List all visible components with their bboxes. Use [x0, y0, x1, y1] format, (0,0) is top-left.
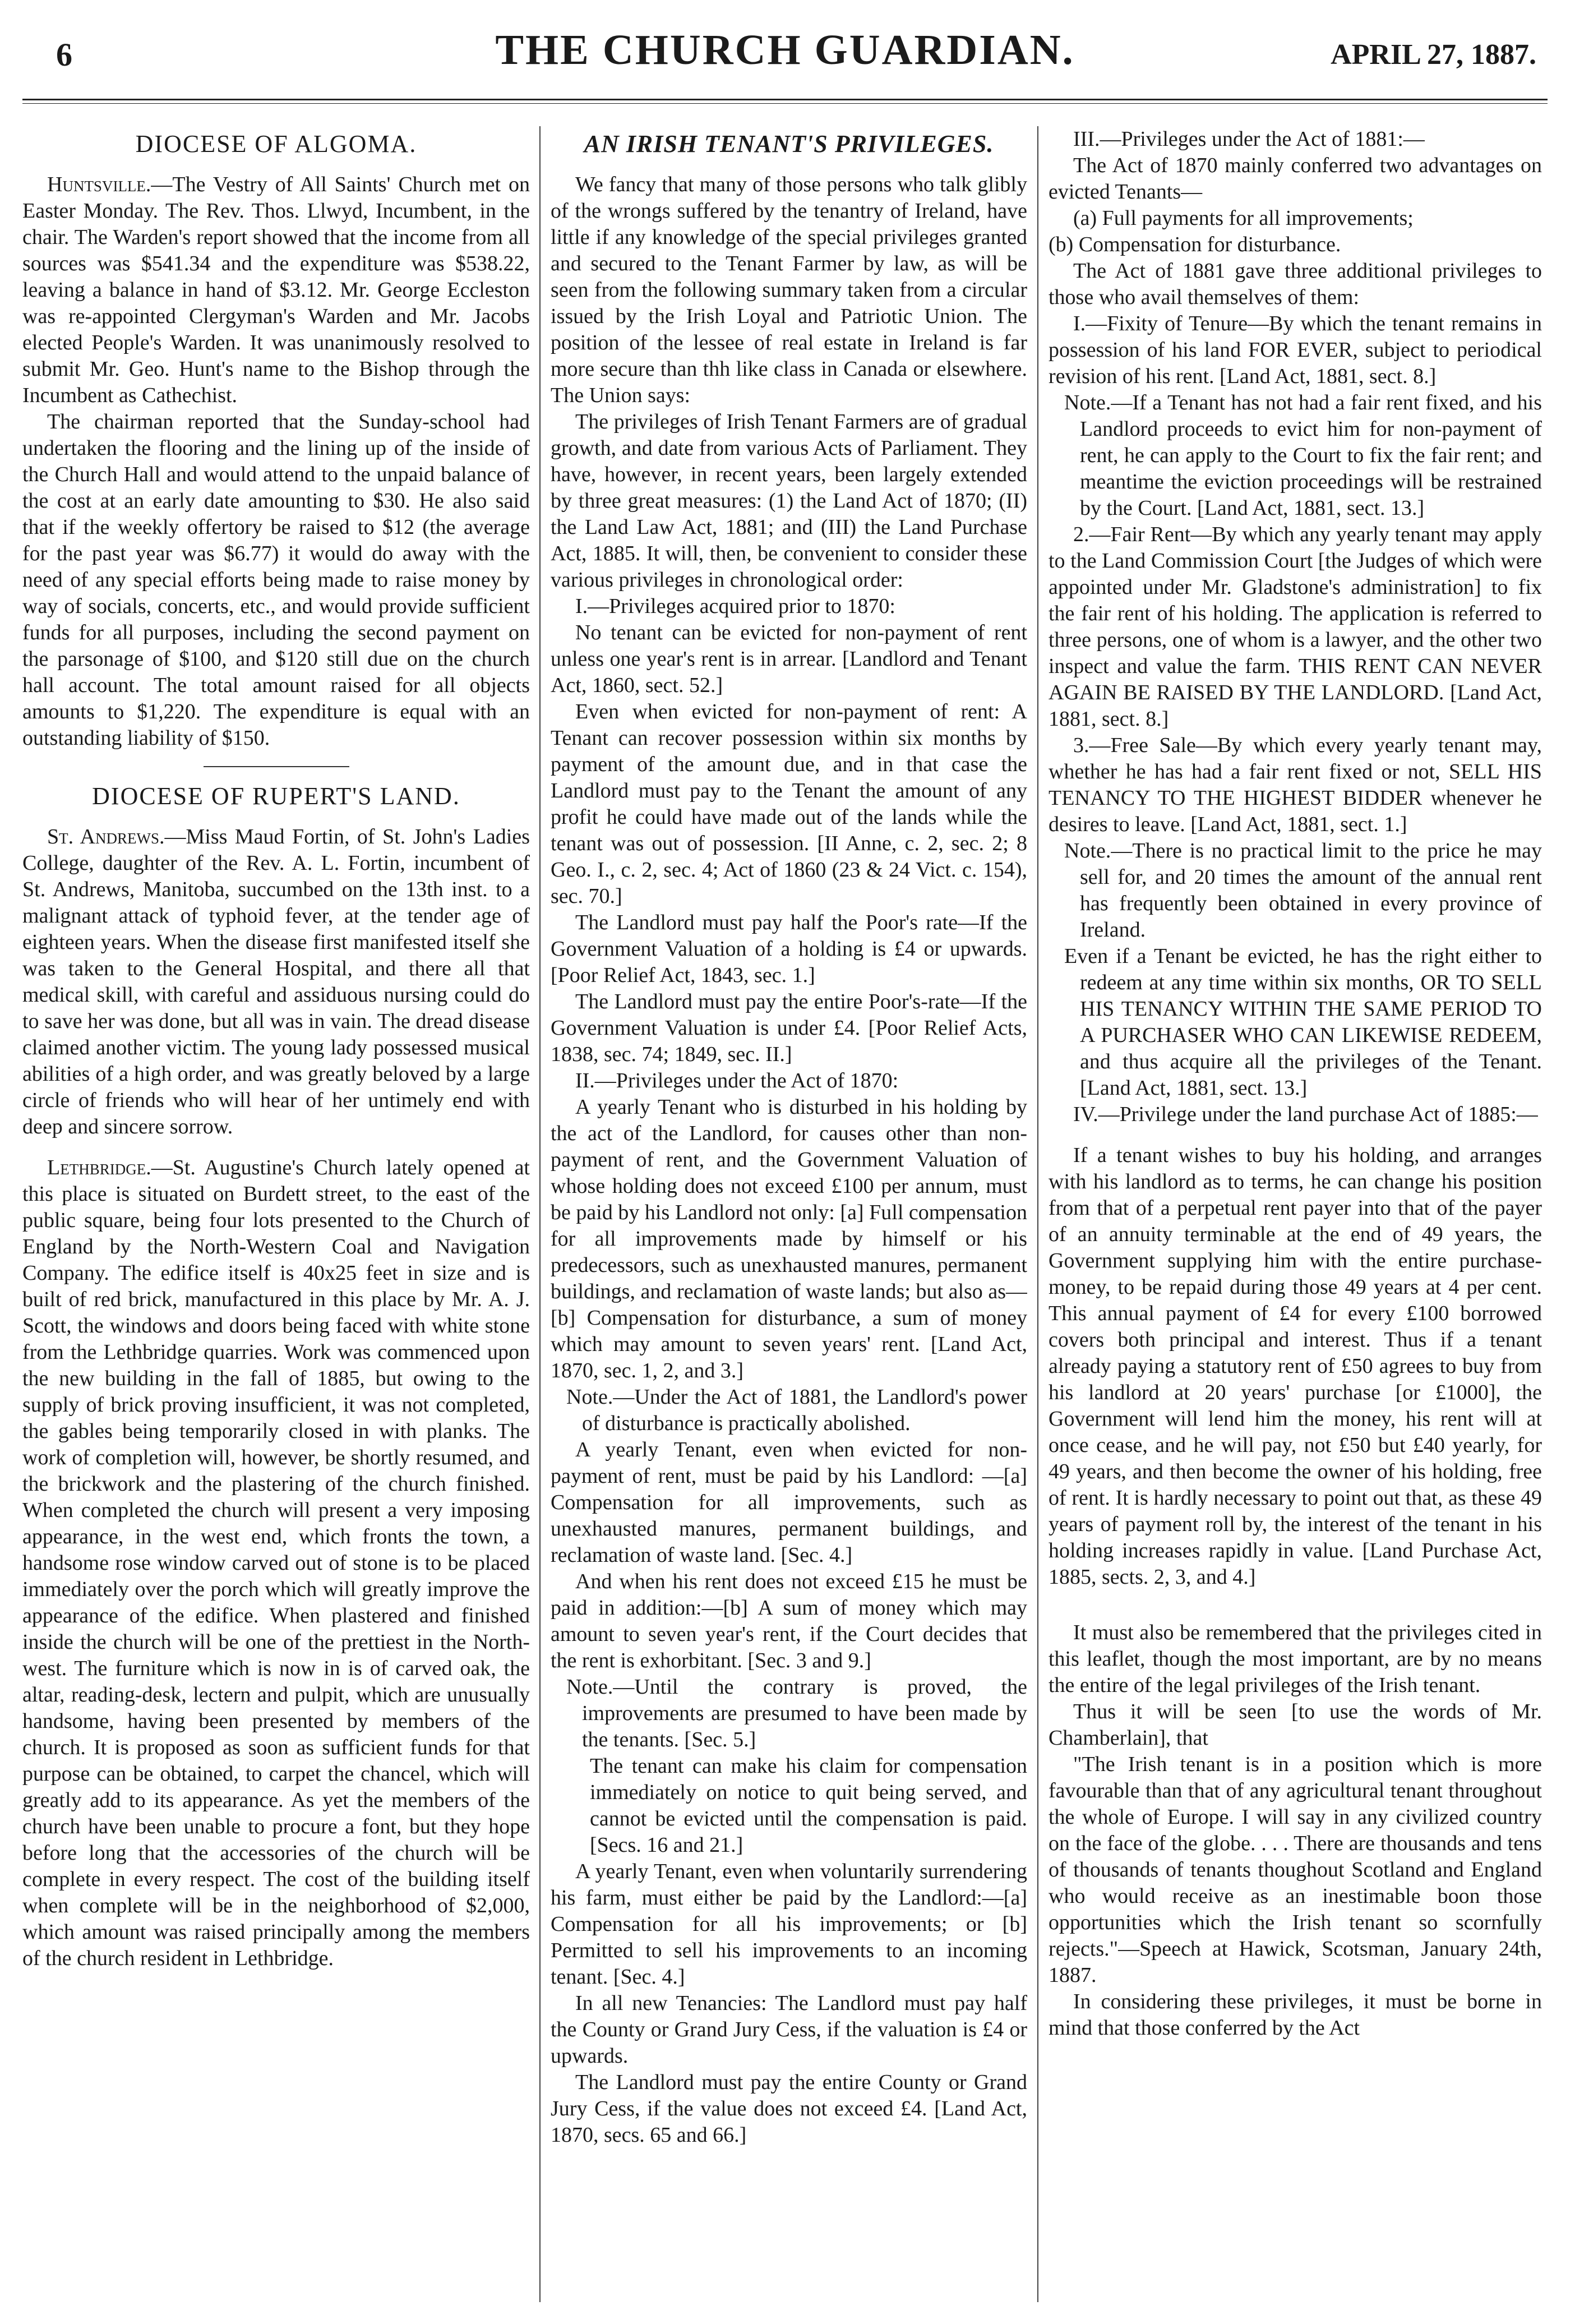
quotation-paragraph: "The Irish tenant is in a position which is more favourable than that of any agricultural tenant throughout the whole of Europe. I will say in any civilized country on the face of the globe. . . . There are thousands and tens of thousands of tenants thoughout Scotland and England who would receive as an inestimable boon those opportunities which the Irish tenant so scornfully rejects."—Speech at Hawick, Scotsman, January 24th, 1887. — [1049, 1753, 1542, 1987]
note-paragraph: The tenant can make his claim for compensation immediately on notice to quit being served, and cannot be evicted until the compensation is paid. [Secs. 16 and 21.] — [590, 1754, 1027, 1857]
article-paragraph: 2.—Fair Rent—By which any yearly tenant may apply to the Land Commission Court [the Judges of which were appointed under Mr. Gladstone's administration] to fix the fair rent of his holding. The application is referred to three persons, one of whom is a lawyer, and the other two inspect and value the farm. THIS RENT CAN NEVER AGAIN BE RAISED BY THE LANDLORD. [Land Act, 1881, sect. 8.] — [1049, 523, 1542, 731]
article-paragraph: A yearly Tenant, even when voluntarily surrendering his farm, must either be paid by the Landlord:—[a] Compensation for all his improvements; or [b] Permitted to sell his improvements to an incoming tenant. [Sec. 4.] — [551, 1860, 1027, 1989]
article-paragraph: No tenant can be evicted for non-payment of rent unless one year's rent is in arrear. [Landlord and Tenant Act, 1860, sect. 52.] — [551, 621, 1027, 697]
column-divider — [1037, 126, 1038, 2302]
column-1 — [22, 126, 530, 2311]
newspaper-title: THE CHURCH GUARDIAN. — [495, 26, 1075, 73]
article-paragraph: The Landlord must pay half the Poor's rate—If the Government Valuation of a holding is £4 or upwards. [Poor Relief Act, 1843, sec. 1.] — [551, 911, 1027, 987]
article-paragraph: The Landlord must pay the entire Poor's-rate—If the Government Valuation is under £4. [Poor Relief Acts, 1838, sec. 74; 1849, sec. II.] — [551, 990, 1027, 1066]
article-paragraph: 3.—Free Sale—By which every yearly tenant may, whether he has had a fair rent fixed or not, SELL HIS TENANCY TO THE HIGHEST BIDDER whenever he desires to leave. [Land Act, 1881, sect. 1.] — [1049, 734, 1542, 836]
article-paragraph: Even when evicted for non-payment of rent: A Tenant can recover possession within six months by payment of the amount due, and in that case the Landlord must pay to the Tenant the amount of any profit he could have made out of the lands while the tenant was out of possession. [II Anne, c. 2, sec. 2; 8 Geo. I., c. 2, sec. 4; Act of 1860 (23 & 24 Vict. c. 154), sec. 70.] — [551, 700, 1027, 908]
article-paragraph: The Act of 1881 gave three additional privileges to those who avail themselves of them: — [1049, 259, 1542, 309]
article-paragraph: (b) Compensation for disturbance. — [1049, 233, 1341, 256]
article-headline: AN IRISH TENANT'S PRIVILEGES. — [584, 130, 994, 158]
article-paragraph: We fancy that many of those persons who talk glibly of the wrongs suffered by the tenantry of Ireland, have little if any knowledge of the special privileges granted and secured to the Tenant Farmer by law, as will be seen from the following summary taken from a circular issued by the Irish Loyal and Patriotic Union. The position of the lessee of real estate in Ireland is far more secure than thh like class in Canada or elsewhere. The Union says: — [551, 173, 1027, 407]
masthead-rule-bottom — [22, 103, 1548, 104]
article-paragraph: Thus it will be seen [to use the words of Mr. Chamberlain], that — [1049, 1700, 1542, 1750]
article-paragraph: And when his rent does not exceed £15 he must be paid in addition:—[b] A sum of money which may amount to seven year's rent, if the Court decides that the rent is exhorbitant. [Sec. 3 and 9.] — [551, 1570, 1027, 1672]
article-paragraph: The privileges of Irish Tenant Farmers are of gradual growth, and date from various Acts of Parliament. They have, however, in recent years, been largely extended by three great measures: (1) the Land Act of 1870; (II) the Land Law Act, 1881; and (III) the Land Purchase Act, 1885. It will, then, be convenient to consider these various privileges in chronological order: — [551, 410, 1027, 592]
article-paragraph: In all new Tenancies: The Landlord must pay half the County or Grand Jury Cess, if the valuation is £4 or upwards. — [551, 1991, 1027, 2068]
article-paragraph: The chairman reported that the Sunday-school had undertaken the flooring and the lining up of the inside of the Church Hall and would attend to the unpaid balance of the cost at an early date amounting to $30. He also said that if the weekly offertory be raised to $12 (the average for the past year was $6.77) it would do away with the need of any special efforts being made to raise money by way of socials, concerts, etc., and would provide sufficient funds for all purposes, including the second payment on the parsonage of $100, and $120 still due on the church hall account. The total amount raised for all objects amounts to $1,220. The expenditure is equal with an outstanding liability of $150. — [22, 410, 530, 750]
article-paragraph: A yearly Tenant, even when evicted for non-payment of rent, must be paid by his Landlord: —[a] Compensation for all improvements, such as unexhausted manures, permanent buildings, and reclamation of waste land. [Sec. 4.] — [551, 1438, 1027, 1567]
article-paragraph: The Act of 1870 mainly conferred two advantages on evicted Tenants— — [1049, 154, 1542, 204]
section-separator — [204, 766, 349, 767]
article-paragraph: (a) Full payments for all improvements; — [1073, 206, 1414, 230]
article-paragraph: Lethbridge.—St. Augustine's Church lately opened at this place is situated on Burdett street, to the east of the public square, being four lots presented to the Church of England by the North-Western Coal and Navigation Company. The edifice itself is 40x25 feet in size and is built of red brick, manufactured in this place by Mr. A. J. Scott, the windows and doors being faced with white stone from the Lethbridge quarries. Work was commenced upon the new building in the fall of 1885, but owing to the supply of brick proving insufficient, it was not completed, the gables being temporarily closed in with planks. The work of completion will, however, be shortly resumed, and the brickwork and the plastering of the church finished. When completed the church will present a very imposing appearance, in the west end, which fronts the town, a handsome rose window carved out of stone is to be placed immediately over the porch which will greatly improve the appearance of the edifice. When plastered and finished inside the church will be one of the prettiest in the North-west. The furniture which is now in is of carved oak, the altar, reading-desk, lectern and pulpit, which are unusually handsome, having been presented by members of the church. It is proposed as soon as sufficient funds for that purpose can be obtained, to carpet the chancel, which will greatly add to its appearance. As yet the members of the church have been unable to procure a font, but they hope before long that the accessories of the church will be complete in every respect. The cost of the building itself when complete will be in the neighborhood of $2,000, which amount was raised principally among the members of the church resident in Lethbridge. — [22, 1156, 530, 1970]
dateline: St. Andrews. — [47, 825, 165, 849]
masthead-rule-top — [22, 99, 1548, 100]
dateline: Lethbridge. — [47, 1156, 151, 1179]
column-2 — [551, 126, 1027, 2311]
column-3 — [1049, 126, 1542, 2311]
section-heading-ruperts-land: DIOCESE OF RUPERT'S LAND. — [92, 782, 460, 810]
section-heading-algoma: DIOCESE OF ALGOMA. — [135, 130, 417, 158]
dateline: Huntsville. — [47, 173, 151, 196]
article-paragraph: IV.—Privilege under the land purchase Act of 1885:— — [1073, 1103, 1538, 1126]
article-paragraph: II.—Privileges under the Act of 1870: — [575, 1069, 899, 1092]
article-paragraph: St. Andrews.—Miss Maud Fortin, of St. John's Ladies College, daughter of the Rev. A. L. Fortin, incumbent of St. Andrews, Manitoba, succumbed on the 13th inst. to a malignant attack of typhoid fever, at the tender age of eighteen years. When the disease first manifested itself she was taken to the General Hospital, and there all that medical skill, with careful and assiduous nursing could do to save her was done, but all was in vain. The dread disease claimed another victim. The young lady possessed musical abilities of a high order, and was greatly beloved by a large circle of friends who will hear of her untimely end with deep and sincere sorrow. — [22, 825, 530, 1138]
column-divider — [539, 126, 541, 2302]
note-paragraph: Note.—There is no practical limit to the price he may sell for, and 20 times the amount of the annual rent has frequently been obtained in every province of Ireland. — [1064, 839, 1542, 942]
article-paragraph: I.—Privileges acquired prior to 1870: — [575, 594, 895, 618]
article-paragraph: A yearly Tenant who is disturbed in his holding by the act of the Landlord, for causes other than non-payment of rent, and the Government Valuation of whose holding does not exceed £100 per annum, must be paid by his Landlord not only: [a] Full compensation for all improvements made by himself or his predecessors, such as unexhausted manures, permanent buildings, and reclamation of waste lands; but also as—[b] Compensation for disturbance, a sum of money which may amount to seven years' rent. [Land Act, 1870, sec. 1, 2, and 3.] — [551, 1095, 1027, 1382]
masthead — [22, 11, 1548, 95]
article-paragraph: Huntsville.—The Vestry of All Saints' Church met on Easter Monday. The Rev. Thos. Llwyd, Incumbent, in the chair. The Warden's report showed that the income from all sources was $541.34 and the expenditure was $538.22, leaving a balance in hand of $3.12. Mr. George Eccleston was re-appointed Clergyman's Warden and Mr. Jacobs elected People's Warden. It was unanimously resolved to submit Mr. Geo. Hunt's name to the Bishop through the Incumbent as Cathechist. — [22, 173, 530, 407]
note-paragraph: Even if a Tenant be evicted, he has the right either to redeem at any time within six months, OR TO SELL HIS TENANCY WITHIN THE SAME PERIOD TO A PURCHASER WHO CAN LIKEWISE REDEEM, and thus acquire all the privileges of the Tenant. [Land Act, 1881, sect. 13.] — [1064, 944, 1542, 1100]
note-paragraph: Note.—Under the Act of 1881, the Landlord's power of disturbance is practically abolished. — [566, 1385, 1027, 1435]
issue-date: APRIL 27, 1887. — [1331, 39, 1536, 71]
article-paragraph: It must also be remembered that the privileges cited in this leaflet, though the most important, are by no means the entire of the legal privileges of the Irish tenant. — [1049, 1621, 1542, 1697]
page-number: 6 — [56, 36, 72, 73]
article-paragraph: The Landlord must pay the entire County or Grand Jury Cess, if the value does not exceed £4. [Land Act, 1870, secs. 65 and 66.] — [551, 2071, 1027, 2147]
note-paragraph: Note.—Until the contrary is proved, the improvements are presumed to have been made by the tenants. [Sec. 5.] — [566, 1675, 1027, 1751]
article-paragraph: I.—Fixity of Tenure—By which the tenant remains in possession of his land FOR EVER, subject to periodical revision of his rent. [Land Act, 1881, sect. 8.] — [1049, 312, 1542, 388]
article-paragraph: If a tenant wishes to buy his holding, and arranges with his landlord as to terms, he can change his position from that of a perpetual rent payer into that of the payer of an annuity terminable at the end of 49 years, the Government supplying him with the entire purchase-money, to be repaid during those 49 years at 4 per cent. This annual payment of £4 for every £100 borrowed covers both principal and interest. Thus if a tenant already paying a statutory rent of £50 agrees to buy from his landlord at 20 years' purchase [or £1000], the Government will lend him the money, his rent will at once cease, and he will pay, not £50 but £40 yearly, for 49 years, and then become the owner of his holding, free of rent. It is hardly necessary to point out that, as these 49 years of payment roll by, the interest of the tenant in his holding increases rapidly in value. [Land Purchase Act, 1885, sects. 2, 3, and 4.] — [1049, 1143, 1542, 1589]
article-paragraph: In considering these privileges, it must be borne in mind that those conferred by the Act — [1049, 1990, 1542, 2040]
article-paragraph: III.—Privileges under the Act of 1881:— — [1073, 127, 1425, 151]
note-paragraph: Note.—If a Tenant has not had a fair rent fixed, and his Landlord proceeds to evict him for non-payment of rent, he can apply to the Court to fix the fair rent; and meantime the eviction proceedings will be restrained by the Court. [Land Act, 1881, sect. 13.] — [1064, 391, 1542, 520]
